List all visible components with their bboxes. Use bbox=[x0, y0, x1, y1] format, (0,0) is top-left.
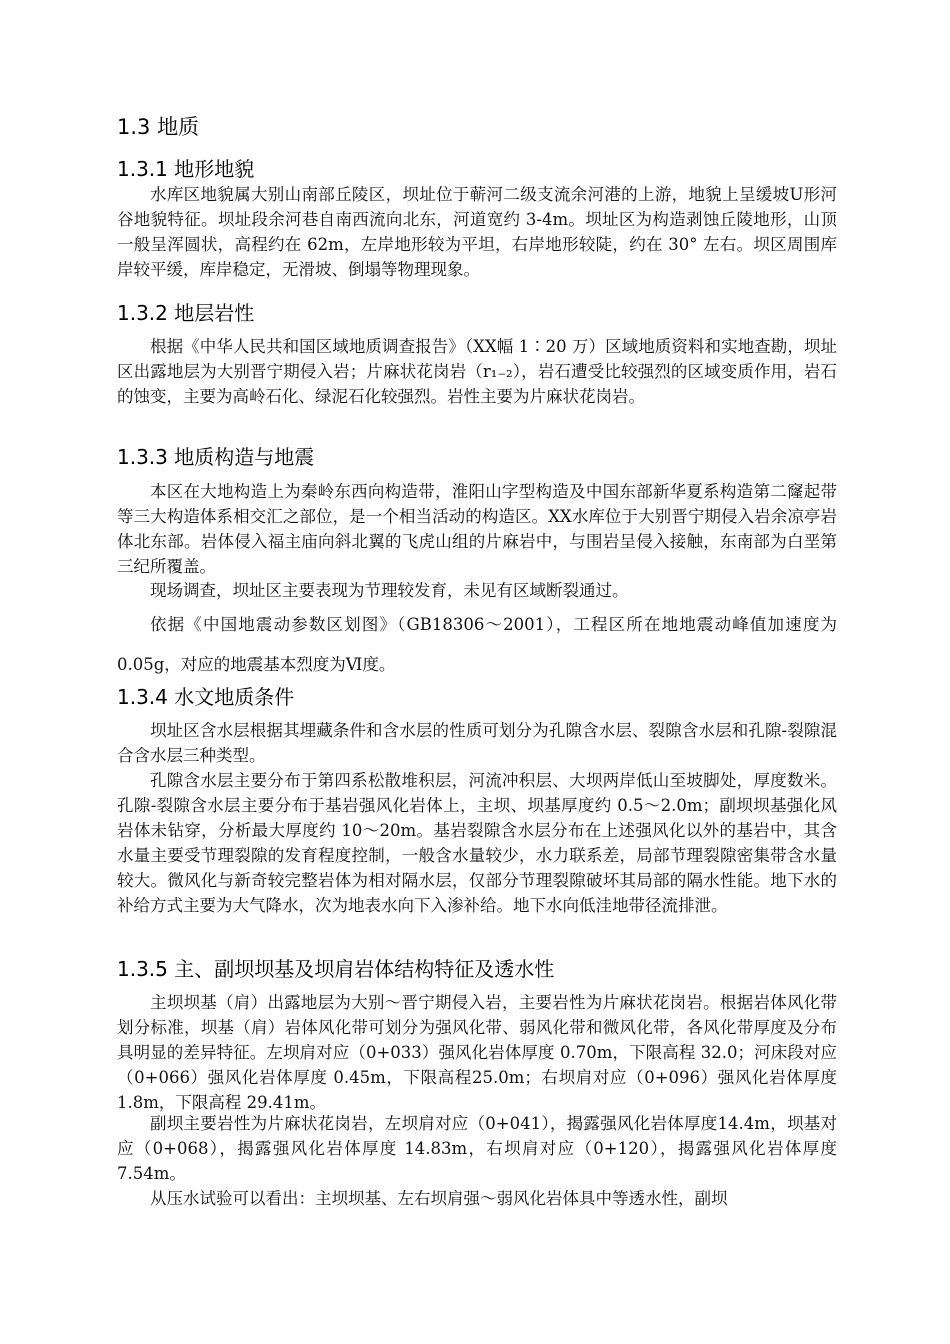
paragraph-aquifer-types: 坝址区含水层根据其埋藏条件和含水层的性质可划分为孔隙含水层、裂隙含水层和孔隙-裂隙混合含水层三种类型。 bbox=[117, 721, 837, 765]
paragraph-topography: 水库区地貌属大别山南部丘陵区，坝址位于蕲河二级支流余河港的上游，地貌上呈缓坡U形河谷地貌特征。坝址段余河巷自南西流向北东，河道宽约 3-4m。坝址区为构造剥蚀丘陵地形，山顶一般呈浑圆状，高程约在 62m，左岸地形较为平坦，右岸地形较陡，约在 30° 左右。坝区周围库岸较平缓，库岸稳定，无滑坡、倒塌等物理现象。 bbox=[117, 185, 837, 279]
paragraph-structure: 本区在大地构造上为秦岭东西向构造带，淮阳山字型构造及中国东部新华夏系构造第二窿起带等三大构造体系相交汇之部位，是一个相当活动的构造区。XX水库位于大别晋宁期侵入岩余凉亭岩体北东部。岩体侵入福主庙向斜北翼的飞虎山组的片麻岩中，与围岩呈侵入接触，东南部为白垩第三纪所覆盖。 bbox=[117, 482, 837, 576]
heading-lithology: 1.3.2 地层岩性 bbox=[117, 301, 255, 325]
heading-topography: 1.3.1 地形地貌 bbox=[117, 157, 255, 181]
paragraph-permeability: 从压水试验可以看出：主坝坝基、左右坝肩强～弱风化岩体具中等透水性，副坝 bbox=[150, 1189, 728, 1208]
paragraph-field-survey: 现场调查，坝址区主要表现为节理较发育，未见有区域断裂通过。 bbox=[150, 581, 629, 600]
section-title-geology: 1.3 地质 bbox=[117, 115, 200, 139]
paragraph-auxiliary-dam: 副坝主要岩性为片麻状花岗岩，左坝肩对应（0+041），揭露强风化岩体厚度14.4m，坝基对应（0+068），揭露强风化岩体厚度 14.83m，右坝肩对应（0+120），揭露强风化岩体厚度 7.54m。 bbox=[117, 1114, 837, 1183]
heading-hydrogeology: 1.3.4 水文地质条件 bbox=[117, 685, 295, 709]
paragraph-lithology: 根据《中华人民共和国区域地质调查报告》（XX幅 1∶20 万）区域地质资料和实地查勘，坝址区出露地层为大别晋宁期侵入岩；片麻状花岗岩（r₁₋₂），岩石遭受比较强烈的区域变质作用，岩石的蚀变，主要为高岭石化、绿泥石化较强烈。岩性主要为片麻状花岗岩。 bbox=[117, 337, 837, 406]
paragraph-aquifer-distribution: 孔隙含水层主要分布于第四系松散堆积层，河流冲积层、大坝两岸低山至坡脚处，厚度数米。孔隙-裂隙含水层主要分布于基岩强风化岩体上，主坝、坝基厚度约 0.5～2.0m；副坝坝基强化风岩体未钻穿，分析最大厚度约 10～20m。基岩裂隙含水层分布在上述强风化以外的基岩中，其含水量主要受节理裂隙的发育程度控制，一般含水量较少，水力联系差，局部节理裂隙密集带含水量较大。微风化与新奇较完整岩体为相对隔水层，仅部分节理裂隙破坏其局部的隔水性能。地下水的补给方式主要为大气降水，次为地表水向下入渗补给。地下水向低洼地带径流排泄。 bbox=[117, 771, 837, 915]
paragraph-main-dam: 主坝坝基（肩）出露地层为大别～晋宁期侵入岩，主要岩性为片麻状花岗岩。根据岩体风化带划分标准，坝基（肩）岩体风化带可划分为强风化带、弱风化带和微风化带，各风化带厚度及分布具明显的差异特征。左坝肩对应（0+033）强风化岩体厚度 0.70m，下限高程 32.0；河床段对应（0+066）强风化岩体厚度 0.45m，下限高程25.0m；右坝肩对应（0+096）强风化岩体厚度 1.8m，下限高程 29.41m。 bbox=[117, 993, 837, 1112]
heading-structure-earthquake: 1.3.3 地质构造与地震 bbox=[117, 445, 315, 469]
heading-dam-foundation: 1.3.5 主、副坝坝基及坝肩岩体结构特征及透水性 bbox=[117, 957, 555, 981]
paragraph-seismic: 依据《中国地震动参数区划图》（GB18306～2001），工程区所在地地震动峰值加速度为0.05g，对应的地震基本烈度为Ⅵ度。 bbox=[117, 615, 837, 674]
